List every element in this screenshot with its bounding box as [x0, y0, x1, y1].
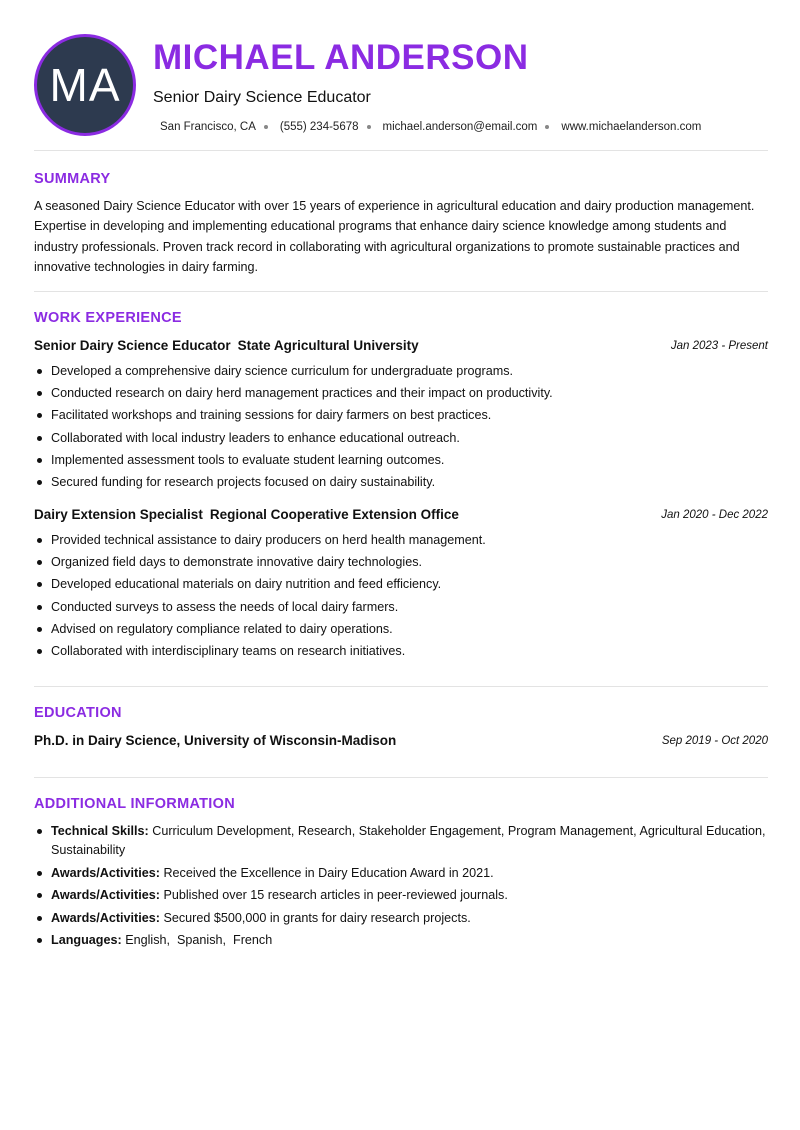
additional-heading: ADDITIONAL INFORMATION: [34, 796, 235, 812]
list-item: [34, 864, 768, 883]
list-item: Implemented assessment tools to evaluate student learning outcomes.: [34, 449, 768, 471]
list-item: Conducted research on dairy herd management practices and their impact on productivity.: [34, 382, 768, 404]
job-header: [34, 507, 768, 525]
job-dates: Jan 2023 - Present: [670, 340, 768, 352]
contact-website[interactable]: www.michaelanderson.com: [561, 121, 702, 133]
job-title: [34, 507, 459, 522]
item-label: Awards/Activities:: [51, 865, 160, 880]
job-title: [34, 338, 419, 353]
list-item: Conducted surveys to assess the needs of local dairy farmers.: [34, 596, 768, 618]
job-header: [34, 338, 768, 356]
item-label: Awards/Activities:: [51, 910, 160, 925]
separator-dot-icon: [545, 125, 549, 129]
summary-heading: SUMMARY: [34, 171, 111, 187]
additional-list: [34, 822, 768, 954]
item-text: Secured $500,000 in grants for dairy research projects.: [163, 910, 471, 925]
job-bullets: [34, 360, 768, 493]
item-label: Awards/Activities:: [51, 888, 160, 902]
experience-heading: WORK EXPERIENCE: [34, 310, 182, 326]
list-item: [34, 822, 768, 860]
avatar: MA: [34, 34, 136, 136]
candidate-name: MICHAEL ANDERSON: [153, 38, 529, 77]
list-item: Collaborated with local industry leaders to enhance educational outreach.: [34, 427, 768, 449]
separator-dot-icon: [264, 125, 268, 129]
list-item: Secured funding for research projects focused on dairy sustainability.: [34, 471, 768, 493]
list-item: Collaborated with interdisciplinary teams on research initiatives.: [34, 640, 768, 662]
job-position: Senior Dairy Science Educator: [34, 338, 231, 353]
list-item: [34, 886, 768, 905]
list-item: Facilitated workshops and training sessions for dairy farmers on best practices.: [34, 404, 768, 426]
job-company: State Agricultural University: [237, 338, 419, 353]
contact-email[interactable]: michael.anderson@email.com: [382, 121, 538, 133]
list-item: Provided technical assistance to dairy producers on herd health management.: [34, 529, 768, 551]
summary-text: A seasoned Dairy Science Educator with over 15 years of experience in agricultural education and dairy production management. Expertise in developing and implementing educational programs that enhance dairy science knowledge among students and industry professionals. Proven track record in collaborating with agricultural organizations to promote sustainable practices and innovative technologies in dairy farming.: [34, 199, 755, 274]
job-company: Regional Cooperative Extension Office: [209, 507, 459, 522]
list-item: Developed a comprehensive dairy science curriculum for undergraduate programs.: [34, 360, 768, 382]
item-label: Technical Skills:: [51, 824, 149, 838]
list-item: Developed educational materials on dairy nutrition and feed efficiency.: [34, 573, 768, 595]
job-bullets: [34, 529, 768, 662]
education-dates: Sep 2019 - Oct 2020: [661, 735, 768, 747]
resume-header: [34, 34, 768, 138]
divider: [34, 777, 768, 778]
contact-line: [160, 121, 701, 133]
degree: Ph.D. in Dairy Science, University of Wisconsin-Madison: [34, 733, 397, 748]
candidate-role: Senior Dairy Science Educator: [153, 89, 371, 106]
job-dates: Jan 2020 - Dec 2022: [661, 509, 768, 521]
contact-location: San Francisco, CA: [160, 121, 256, 133]
item-label: Languages:: [51, 933, 122, 947]
divider: [34, 291, 768, 292]
item-text: Published over 15 research articles in peer-reviewed journals.: [163, 888, 508, 902]
item-text: English, Spanish, French: [125, 933, 273, 947]
education-heading: EDUCATION: [34, 705, 122, 721]
contact-phone: (555) 234-5678: [279, 121, 359, 133]
item-text: Received the Excellence in Dairy Education Award in 2021.: [163, 865, 494, 880]
list-item: [34, 909, 768, 928]
divider: [34, 150, 768, 151]
education-entry: [34, 733, 768, 751]
separator-dot-icon: [367, 125, 371, 129]
list-item: Advised on regulatory compliance related to dairy operations.: [34, 618, 768, 640]
item-text: Curriculum Development, Research, Stakeholder Engagement, Program Management, Agricultural Education, Sustainability: [51, 824, 766, 857]
divider: [34, 686, 768, 687]
list-item: Organized field days to demonstrate innovative dairy technologies.: [34, 551, 768, 573]
job-position: Dairy Extension Specialist: [34, 507, 203, 522]
list-item: [34, 931, 768, 950]
